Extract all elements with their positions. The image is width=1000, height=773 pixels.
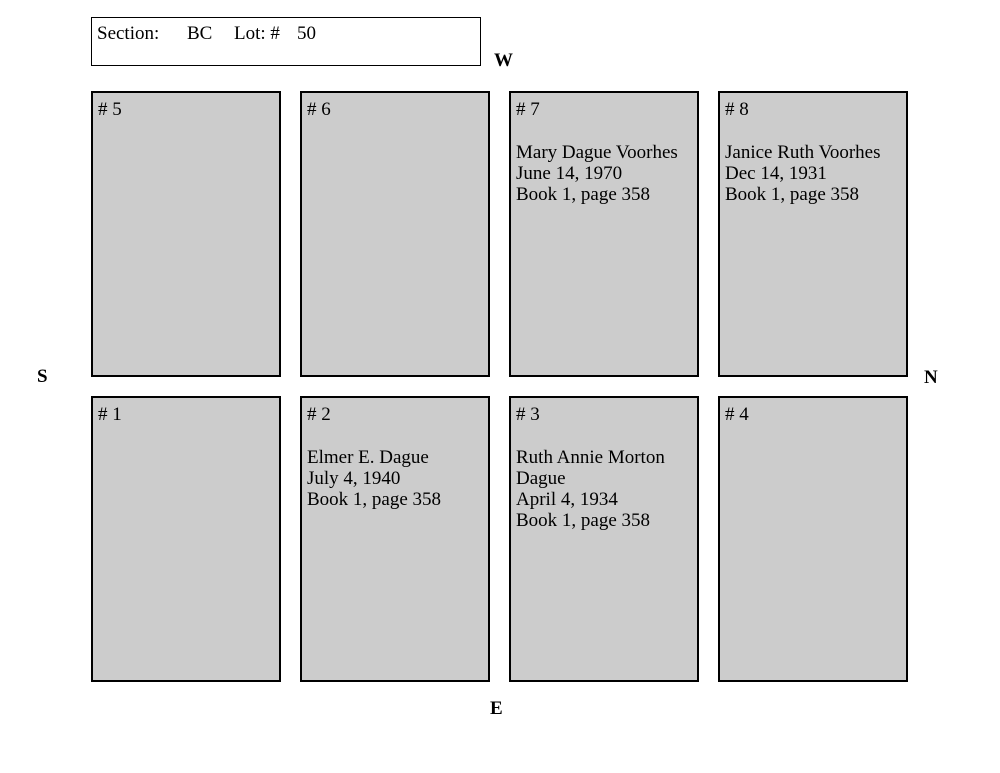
burial-name: Elmer E. Dague xyxy=(307,447,429,468)
section-label: Section: xyxy=(97,23,160,44)
plot-5 xyxy=(91,91,281,377)
burial-record xyxy=(516,142,693,205)
burial-book-ref: Book 1, page 358 xyxy=(307,489,442,510)
plot-number: # 8 xyxy=(725,99,749,120)
burial-name-cont: Dague xyxy=(516,468,566,489)
plot-number: # 4 xyxy=(725,404,749,425)
plot-number: # 5 xyxy=(98,99,122,120)
burial-book-ref: Book 1, page 358 xyxy=(725,184,860,205)
compass-south: S xyxy=(37,366,48,387)
plot-number: # 2 xyxy=(307,404,331,425)
section-value: BC xyxy=(187,23,213,44)
burial-record xyxy=(516,447,693,531)
compass-east: E xyxy=(490,698,503,719)
burial-name: Mary Dague Voorhes xyxy=(516,142,678,163)
plot-8 xyxy=(718,91,908,377)
plot-7 xyxy=(509,91,699,377)
plot-1 xyxy=(91,396,281,682)
burial-record xyxy=(307,447,484,510)
burial-date: Dec 14, 1931 xyxy=(725,163,827,184)
plot-6 xyxy=(300,91,490,377)
burial-record xyxy=(725,142,902,205)
lot-value: 50 xyxy=(297,23,316,44)
lot-header xyxy=(91,17,481,66)
plot-number: # 6 xyxy=(307,99,331,120)
plot-number: # 3 xyxy=(516,404,540,425)
compass-west: W xyxy=(494,50,513,71)
plot-3 xyxy=(509,396,699,682)
burial-date: June 14, 1970 xyxy=(516,163,623,184)
burial-name: Janice Ruth Voorhes xyxy=(725,142,881,163)
burial-name: Ruth Annie Morton xyxy=(516,447,665,468)
compass-north: N xyxy=(924,367,938,388)
burial-book-ref: Book 1, page 358 xyxy=(516,184,651,205)
plot-2 xyxy=(300,396,490,682)
burial-book-ref: Book 1, page 358 xyxy=(516,510,651,531)
plot-number: # 1 xyxy=(98,404,122,425)
plot-number: # 7 xyxy=(516,99,540,120)
lot-label: Lot: # xyxy=(234,23,280,44)
burial-date: July 4, 1940 xyxy=(307,468,401,489)
burial-date: April 4, 1934 xyxy=(516,489,618,510)
plot-4 xyxy=(718,396,908,682)
